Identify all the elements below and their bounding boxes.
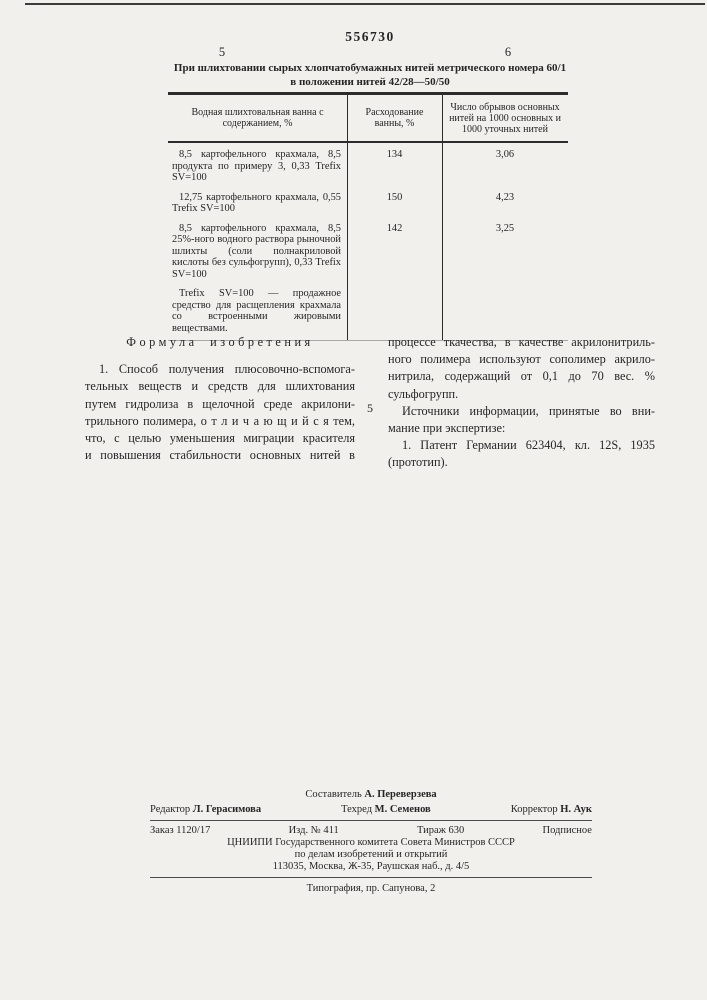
table-caption bbox=[155, 62, 585, 89]
cell-bath: 8,5 картофельного крахмала, 8,5 продукта по примеру 3, 0,33 Trefix SV=100 bbox=[172, 149, 341, 183]
table-body bbox=[168, 143, 568, 340]
scan-edge-line bbox=[25, 3, 705, 5]
cell-bath: 12,75 картофельного крахмала, 0,55 Trefix SV=100 bbox=[172, 191, 341, 214]
table-column-divider bbox=[347, 95, 348, 340]
claims-left-column bbox=[85, 334, 355, 464]
cell-breaks: 4,23 bbox=[495, 191, 515, 203]
editor-credit bbox=[150, 804, 261, 815]
editors-row bbox=[150, 804, 592, 821]
cell-consumption: 134 bbox=[386, 149, 403, 160]
techred-label: Техред bbox=[341, 804, 373, 815]
claim-text-line: сульфогрупп. bbox=[388, 386, 459, 401]
claim-text-line: нитрила, содержащий от 0,1 до 70 вес. % bbox=[388, 369, 655, 384]
footer-rule bbox=[150, 877, 592, 878]
header-cell-bath: Водная шлихтовальная ванна с содержанием, % bbox=[191, 107, 324, 129]
patent-number: 556730 bbox=[345, 29, 395, 44]
claims-heading: Формула изобретения bbox=[126, 335, 314, 349]
table-note: Trefix SV=100 — продажное средство для расщепления крахмала со встроенными жировыми веществами. bbox=[172, 288, 341, 334]
compiler-name: А. Переверзева bbox=[364, 789, 437, 800]
corrector-label: Корректор bbox=[510, 804, 558, 815]
techred-name: М. Семенов bbox=[374, 804, 431, 815]
claim-text-line: мание при экспертизе: bbox=[388, 421, 506, 436]
claims-right-text bbox=[388, 334, 655, 472]
org-address-line: ЦНИИПИ Государственного комитета Совета Министров СССР bbox=[227, 837, 515, 848]
table-rows bbox=[168, 149, 568, 280]
corrector-name: Н. Аук bbox=[560, 804, 592, 815]
table-row bbox=[168, 223, 568, 281]
footer bbox=[150, 789, 592, 894]
printer-address: Типография, пр. Сапунова, 2 bbox=[306, 883, 436, 894]
table-caption-line2: в положении нитей 42/28—50/50 bbox=[290, 75, 450, 88]
claim-text-line: и повышения стабильности основных нитей в bbox=[85, 448, 355, 463]
table-column-divider bbox=[442, 95, 443, 340]
claim-text-line: тельных веществ и средств для шлихтования bbox=[85, 379, 355, 394]
corrector-credit bbox=[511, 804, 592, 815]
subscription-label: Подписное bbox=[542, 825, 592, 836]
org-address-line: по делам изобретений и открытий bbox=[294, 849, 448, 860]
claims-left-text bbox=[85, 361, 355, 464]
column-number-left: 5 bbox=[218, 45, 226, 59]
cell-consumption: 150 bbox=[386, 191, 403, 203]
techred-credit bbox=[341, 804, 431, 815]
compiler-line bbox=[150, 789, 592, 800]
claim-text-line: трильного полимера, о т л и ч а ю щ и й с я тем, bbox=[85, 413, 355, 428]
cell-bath: 8,5 картофельного крахмала, 8,5 25%-ного водного раствора рыночной шлихты (соли полнакриловой кислоты без сульфогрупп), 0,33 Trefix SV=100 bbox=[172, 222, 341, 280]
cell-breaks: 3,25 bbox=[495, 222, 515, 234]
print-run: Тираж 630 bbox=[416, 825, 465, 836]
editor-name: Л. Герасимова bbox=[192, 804, 262, 815]
org-address-line: 113035, Москва, Ж-35, Раушская наб., д. 4/5 bbox=[272, 861, 470, 872]
order-row bbox=[150, 825, 592, 836]
edition-number: Изд. № 411 bbox=[288, 825, 339, 836]
claim-text-line: ного полимера используют сополимер акрило- bbox=[388, 352, 655, 367]
header-cell-consumption: Расходование ванны, % bbox=[365, 107, 424, 129]
cell-consumption: 142 bbox=[386, 222, 403, 234]
line-number-marker: 5 bbox=[367, 401, 373, 415]
table-row bbox=[168, 149, 568, 184]
compiler-label: Составитель bbox=[305, 789, 362, 800]
claim-text-line: 1. Патент Германии 623404, кл. 12S, 1935 bbox=[402, 438, 655, 453]
order-number: Заказ 1120/17 bbox=[150, 825, 211, 836]
table-header-row bbox=[168, 95, 568, 143]
claim-text-line: путем гидролиза в щелочной среде акрилони- bbox=[85, 396, 355, 411]
claim-text-line: (прототип). bbox=[388, 455, 448, 470]
table-caption-line1: При шлихтовании сырых хлопчатобумажных нитей метрического номера 60/1 bbox=[173, 62, 567, 74]
claim-text-line: 1. Способ получения плюсовочно-вспомога- bbox=[99, 362, 355, 377]
claim-text-line: Источники информации, принятые во вни- bbox=[402, 403, 655, 418]
claim-text-line: что, с целью уменьшения миграции красителя bbox=[85, 431, 355, 446]
results-table bbox=[168, 92, 568, 341]
editor-label: Редактор bbox=[150, 804, 191, 815]
table-row bbox=[168, 192, 568, 215]
column-number-right: 6 bbox=[504, 45, 512, 59]
claim-text-line: процессе ткачества, в качестве акрилонитриль- bbox=[388, 335, 655, 349]
header-cell-breaks: Число обрывов основных нитей на 1000 основных и 1000 уточных нитей bbox=[449, 101, 561, 135]
claims-right-column bbox=[388, 334, 655, 472]
cell-breaks: 3,06 bbox=[495, 149, 515, 160]
